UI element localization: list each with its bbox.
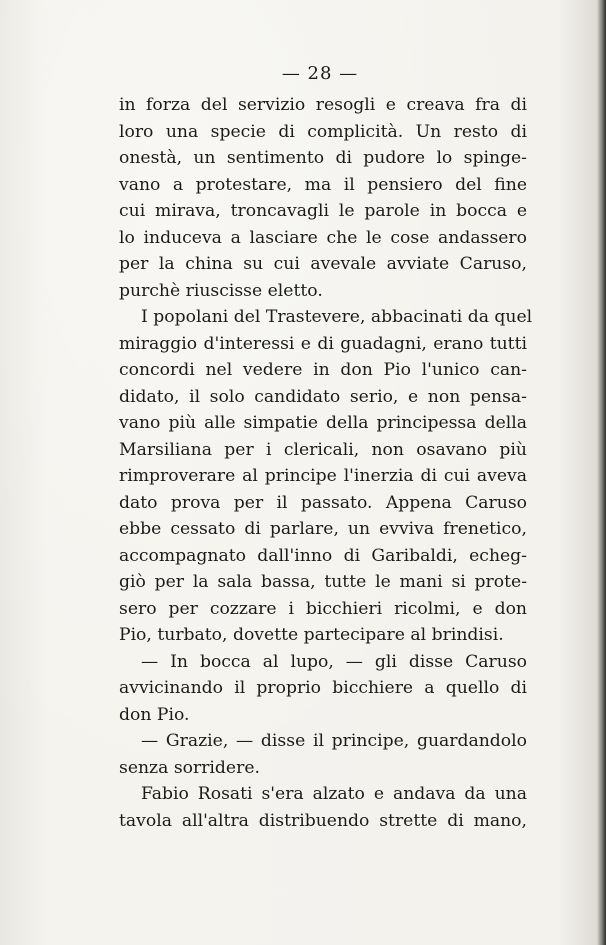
text-line: in forza del servizio resogli e creava fra di xyxy=(119,95,527,115)
text-line: didato, il solo candidato serio, e non pensa- xyxy=(119,386,527,407)
text-line: tavola all'altra distribuendo strette di mano, xyxy=(119,810,527,831)
text-line: senza sorridere. xyxy=(119,757,260,778)
text-line: giò per la sala bassa, tutte le mani si prote- xyxy=(119,572,527,592)
text-line: Fabio Rosati s'era alzato e andava da una xyxy=(141,784,527,804)
text-line: don Pio. xyxy=(119,704,190,725)
text-line: dato prova per il passato. Appena Caruso xyxy=(119,492,527,513)
page-edge-shadow xyxy=(597,0,606,945)
page-number: — 28 — xyxy=(281,63,359,84)
text-line: onestà, un sentimento di pudore lo spinge- xyxy=(119,148,527,168)
text-line: Marsiliana per i clericali, non osavano più xyxy=(119,439,527,460)
text-line: per la china su cui avevale avviate Caruso, xyxy=(119,254,527,274)
text-line: vano a protestare, ma il pensiero del fine xyxy=(119,174,527,195)
text-line: accompagnato dall'inno di Garibaldi, echeg- xyxy=(119,545,527,566)
text-line: — Grazie, — disse il principe, guardandolo xyxy=(141,731,527,751)
text-line: lo induceva a lasciare che le cose andassero xyxy=(119,227,527,248)
text-line: concordi nel vedere in don Pio l'unico can- xyxy=(119,360,527,380)
text-line: Pio, turbato, dovette partecipare al brindisi. xyxy=(119,625,504,645)
text-line: miraggio d'interessi e di guadagni, erano tutti xyxy=(119,333,527,354)
text-line: loro una specie di complicità. Un resto di xyxy=(119,121,527,142)
text-line: I popolani del Trastevere, abbacinati da quel xyxy=(141,307,533,327)
text-line: purchè riuscisse eletto. xyxy=(119,280,323,301)
text-line: sero per cozzare i bicchieri ricolmi, e don xyxy=(119,598,527,619)
text-line: vano più alle simpatie della principessa della xyxy=(119,413,527,433)
body-text xyxy=(119,92,533,834)
text-line: cui mirava, troncavagli le parole in bocca e xyxy=(119,201,527,221)
text-line: — In bocca al lupo, — gli disse Caruso xyxy=(141,651,527,672)
text-line: avvicinando il proprio bicchiere a quello di xyxy=(119,678,527,698)
text-line: rimproverare al principe l'inerzia di cui aveva xyxy=(119,466,527,486)
text-line: ebbe cessato di parlare, un evviva frenetico, xyxy=(119,519,527,539)
